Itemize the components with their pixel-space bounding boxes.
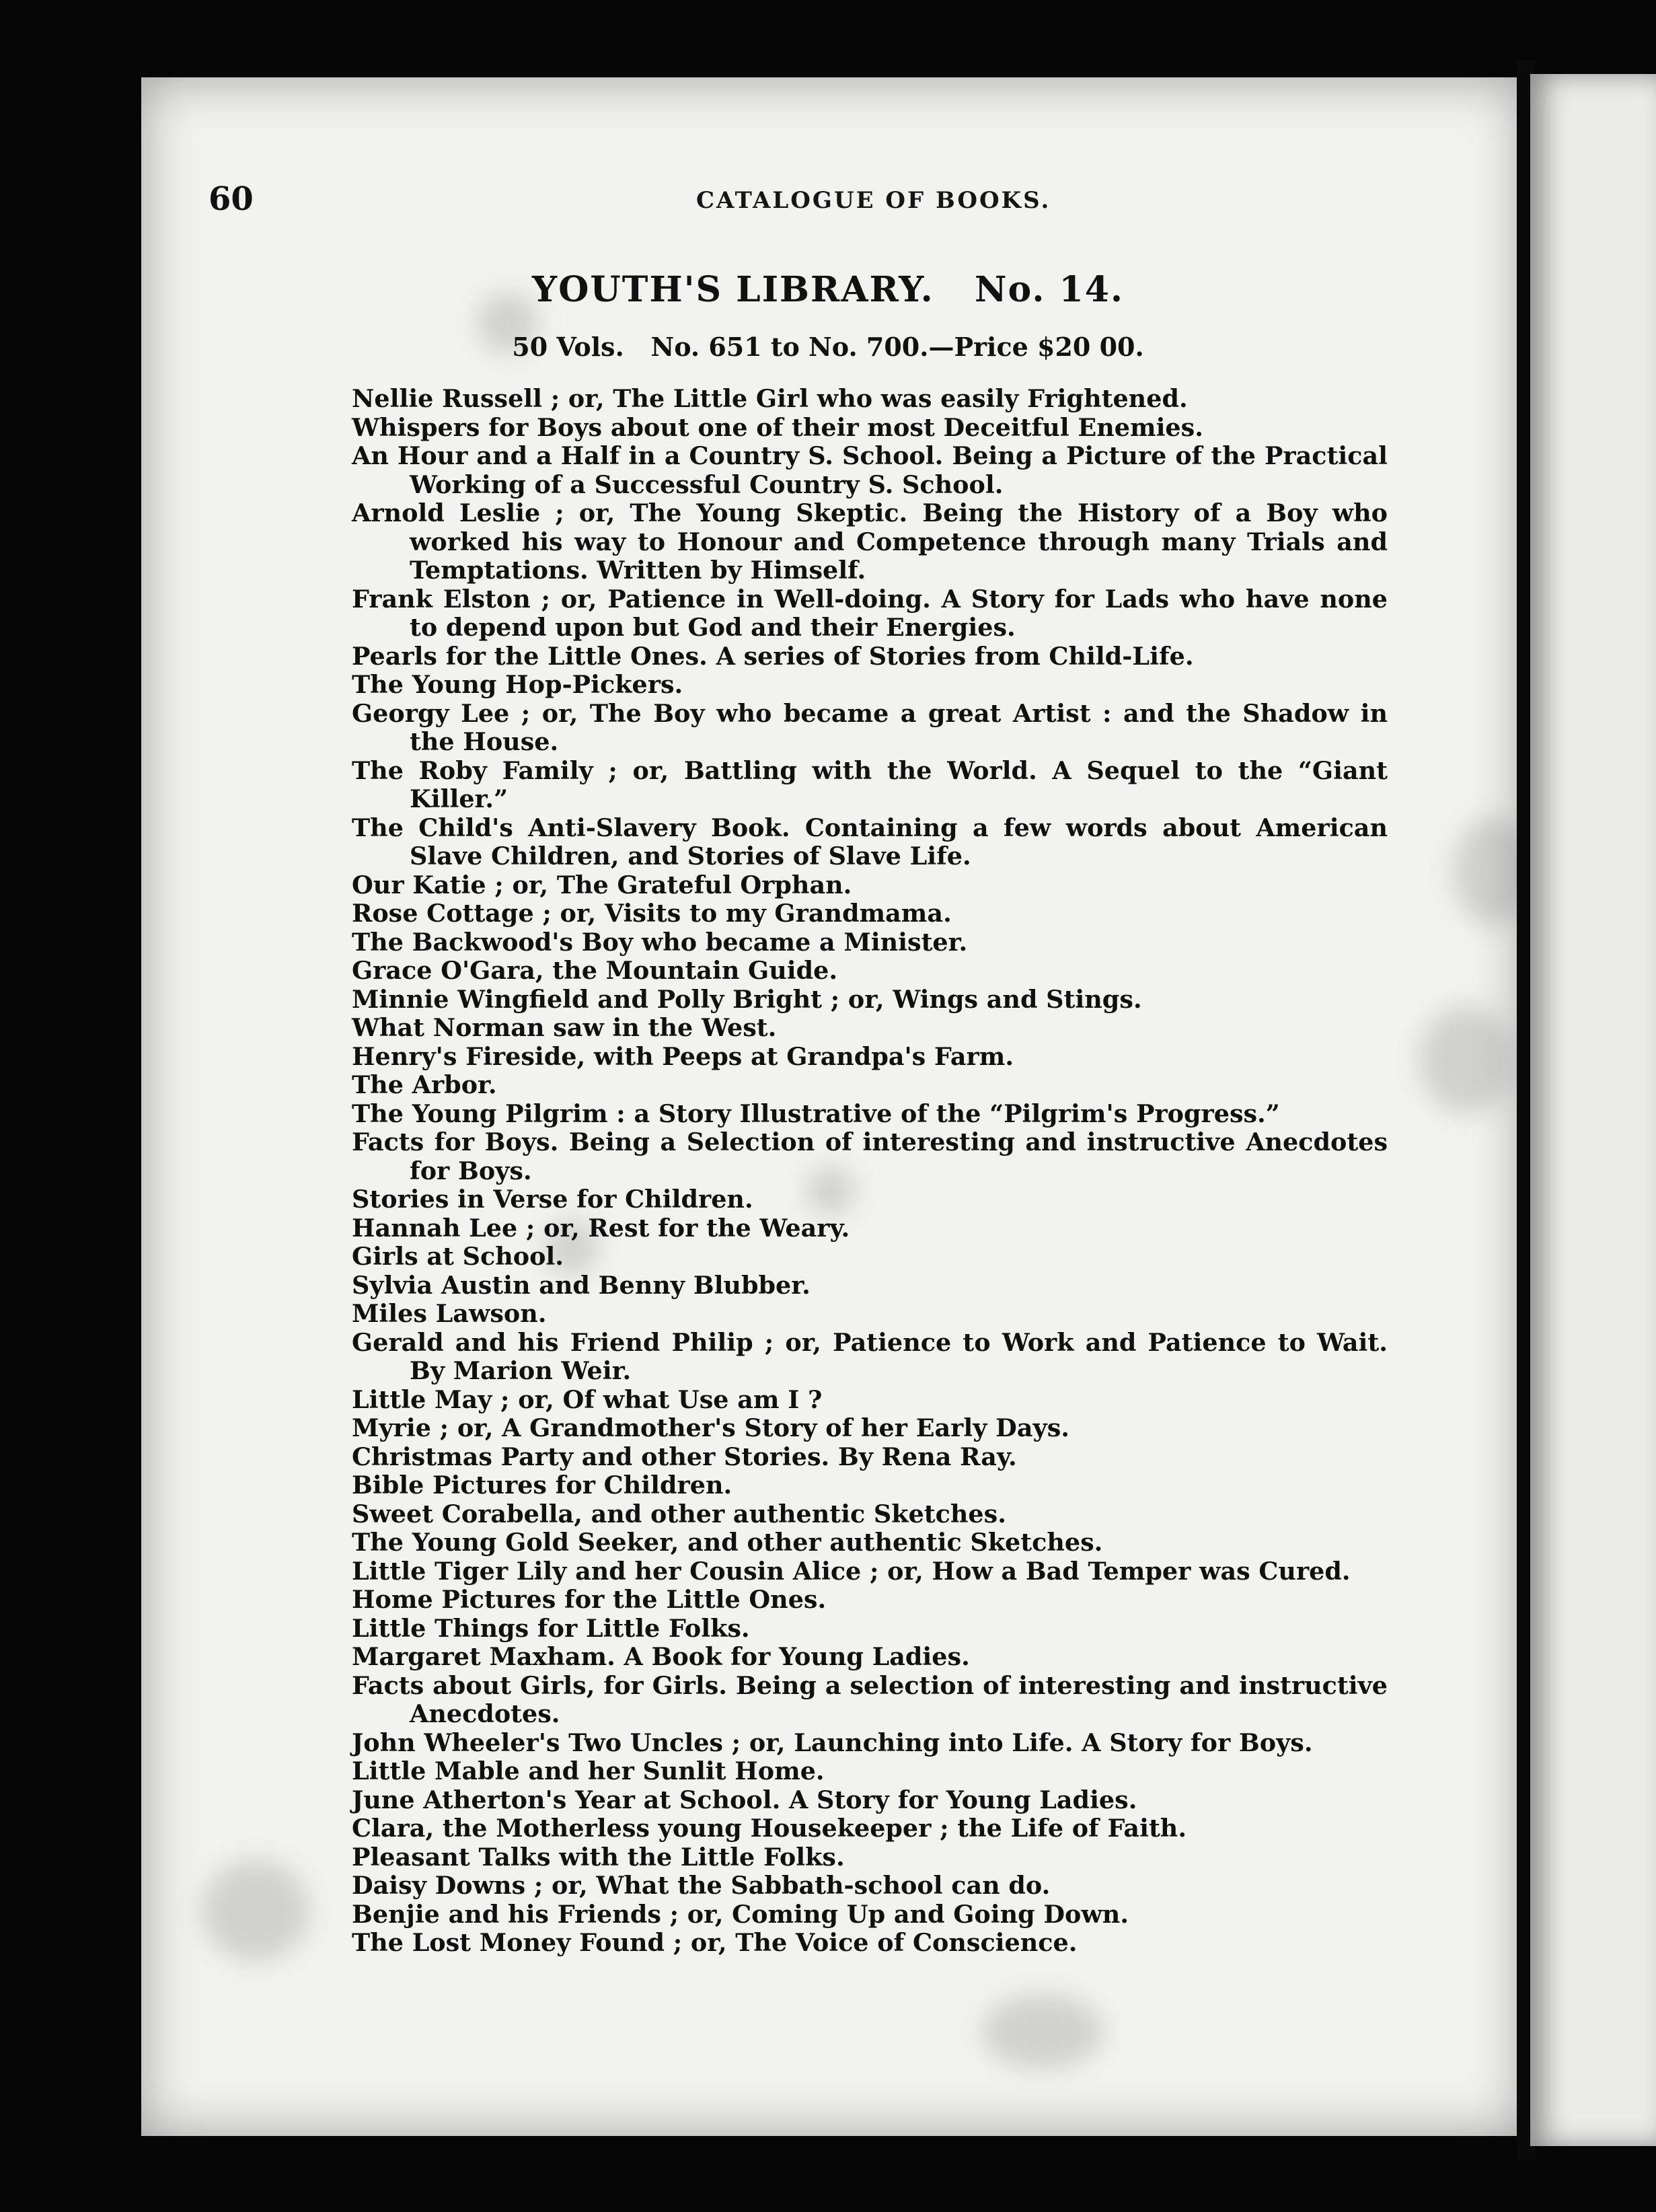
book-entry: The Young Pilgrim : a Story Illustrative of the “Pilgrim's Progress.”	[352, 1099, 1280, 1128]
book-entry: Whispers for Boys about one of their most Deceitful Enemies.	[352, 412, 1203, 442]
book-entry: Sylvia Austin and Benny Blubber.	[352, 1270, 811, 1300]
book-entry: Little Tiger Lily and her Cousin Alice ; or, How a Bad Temper was Cured.	[352, 1556, 1351, 1586]
book-entry: Facts about Girls, for Girls. Being a selection of interesting and instructive Anecdotes.	[352, 1670, 1388, 1728]
book-entry: Our Katie ; or, The Grateful Orphan.	[352, 870, 852, 899]
book-entry: Little Mable and her Sunlit Home.	[352, 1757, 825, 1785]
book-entry: The Young Gold Seeker, and other authentic Sketches.	[352, 1528, 1103, 1557]
book-entry: The Young Hop-Pickers.	[352, 670, 683, 699]
book-entry: Girls at School.	[352, 1242, 564, 1271]
book-entry: Myrie ; or, A Grandmother's Story of her Early Days.	[352, 1413, 1069, 1442]
book-entry: Henry's Fireside, with Peeps at Grandpa's Farm.	[352, 1041, 1014, 1071]
book-entry: Rose Cottage ; or, Visits to my Grandmama.	[352, 899, 952, 928]
book-entry: Home Pictures for the Little Ones.	[352, 1585, 827, 1614]
facing-page-edge	[1530, 74, 1656, 2146]
book-entry: Clara, the Motherless young Housekeeper ; the Life of Faith.	[352, 1814, 1187, 1843]
book-entry: Minnie Wingfield and Polly Bright ; or, Wings and Stings.	[352, 984, 1142, 1014]
book-entry: Nellie Russell ; or, The Little Girl who was easily Frightened.	[352, 384, 1188, 413]
book-entry: Margaret Maxham. A Book for Young Ladies.	[352, 1642, 970, 1671]
book-list	[352, 385, 1388, 1958]
book-entry: Little Things for Little Folks.	[352, 1613, 750, 1643]
running-head: CATALOGUE OF BOOKS.	[696, 187, 1051, 214]
book-entry: Miles Lawson.	[352, 1299, 547, 1328]
book-entry: Facts for Boys. Being a Selection of interesting and instructive Anecdotes for Boys.	[352, 1128, 1388, 1185]
book-entry: What Norman saw in the West.	[352, 1013, 777, 1042]
book-entry: Georgy Lee ; or, The Boy who became a great Artist : and the Shadow in the House.	[352, 698, 1388, 756]
book-entry: Pearls for the Little Ones. A series of Stories from Child-Life.	[352, 641, 1194, 671]
book-entry: Pleasant Talks with the Little Folks.	[352, 1842, 845, 1872]
book-entry: Christmas Party and other Stories. By Rena Ray.	[352, 1442, 1017, 1471]
section-subtitle: 50 Vols. No. 651 to No. 700.—Price $20 00.	[512, 332, 1144, 362]
book-entry: Benjie and his Friends ; or, Coming Up and Going Down.	[352, 1899, 1129, 1929]
page-number: 60	[209, 180, 254, 218]
section-title: YOUTH'S LIBRARY. No. 14.	[532, 269, 1124, 310]
book-entry: Grace O'Gara, the Mountain Guide.	[352, 956, 838, 985]
book-entry: The Roby Family ; or, Battling with the World. A Sequel to the “Giant Killer.”	[352, 755, 1388, 813]
page-header	[209, 180, 1083, 221]
book-entry: Gerald and his Friend Philip ; or, Patience to Work and Patience to Wait. By Marion Weir.	[352, 1327, 1388, 1385]
book-entry: Stories in Verse for Children.	[352, 1185, 753, 1214]
book-entry: Daisy Downs ; or, What the Sabbath-school can do.	[352, 1871, 1051, 1900]
book-entry: Arnold Leslie ; or, The Young Skeptic. Being the History of a Boy who worked his way to Honour and Competence through many Trials and Temptations. Written by Himself.	[352, 499, 1388, 585]
book-entry: The Arbor.	[352, 1070, 497, 1099]
book-entry: The Backwood's Boy who became a Minister.	[352, 927, 968, 957]
book-entry: Bible Pictures for Children.	[352, 1471, 732, 1500]
book-entry: The Child's Anti-Slavery Book. Containing a few words about American Slave Children, and Stories of Slave Life.	[352, 813, 1388, 871]
book-entry: Frank Elston ; or, Patience in Well-doing. A Story for Lads who have none to depend upon but God and their Energies.	[352, 584, 1388, 642]
book-entry: The Lost Money Found ; or, The Voice of Conscience.	[352, 1928, 1078, 1957]
book-entry: Hannah Lee ; or, Rest for the Weary.	[352, 1213, 850, 1243]
book-entry: Little May ; or, Of what Use am I ?	[352, 1385, 823, 1414]
book-entry: Sweet Corabella, and other authentic Sketches.	[352, 1499, 1006, 1528]
book-entry: June Atherton's Year at School. A Story for Young Ladies.	[352, 1785, 1137, 1814]
book-entry: John Wheeler's Two Uncles ; or, Launching into Life. A Story for Boys.	[352, 1728, 1313, 1757]
book-entry: An Hour and a Half in a Country S. School. Being a Picture of the Practical Working of a Successful Country S. School.	[352, 441, 1388, 499]
